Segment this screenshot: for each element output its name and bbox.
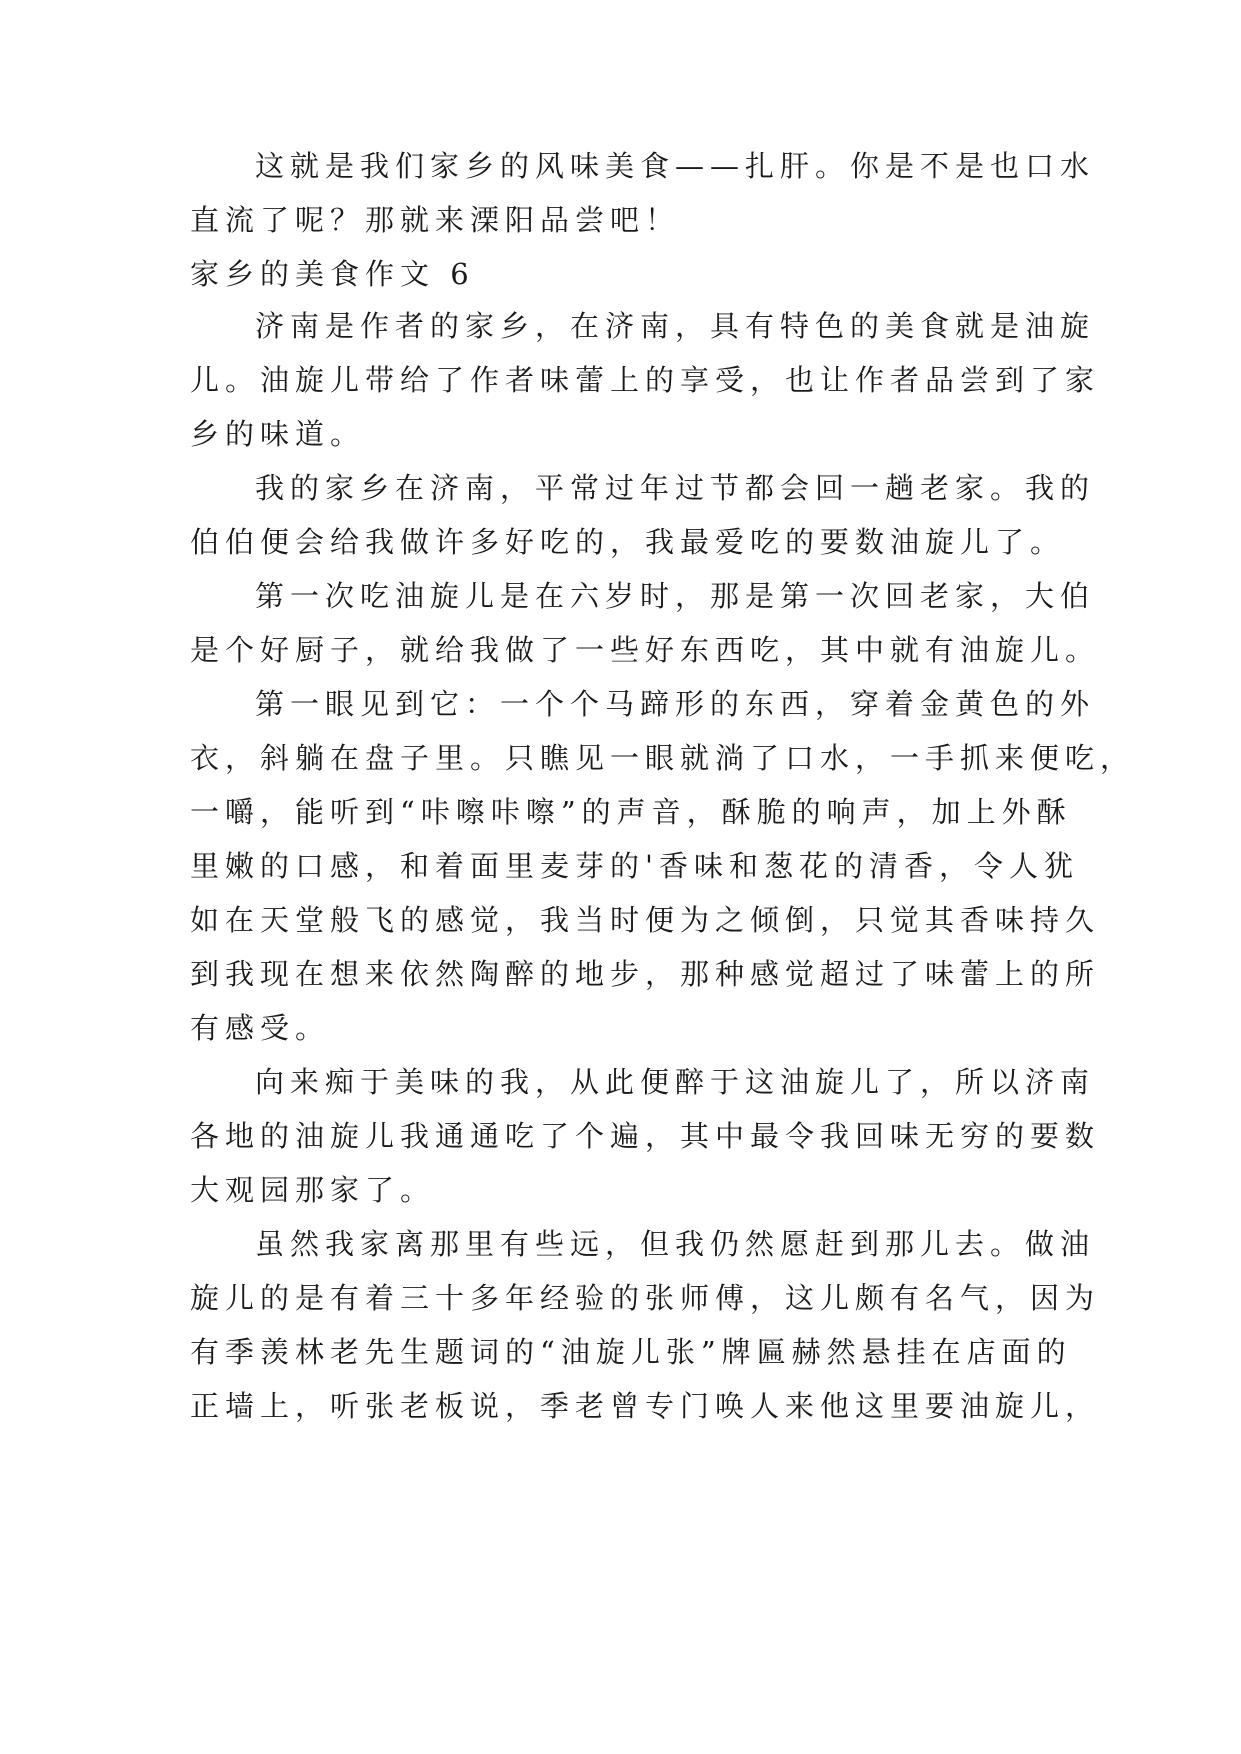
paragraph-6-line-1: 向来痴于美味的我，从此便醉于这油旋儿了，所以济南 [255,1065,1096,1099]
paragraph-7-line-2: 旋儿的是有着三十多年经验的张师傅，这儿颇有名气，因为 [190,1281,1101,1315]
paragraph-5-line-7: 有感受。 [190,1011,331,1045]
paragraph-1-line-1: 这就是我们家乡的风味美食——扎肝。你是不是也口水 [255,149,1096,183]
paragraph-7-line-3: 有季羡林老先生题词的“油旋儿张”牌匾赫然悬挂在店面的 [190,1335,1072,1369]
paragraph-1-line-2: 直流了呢？那就来溧阳品尝吧！ [190,203,681,237]
paragraph-6-line-2: 各地的油旋儿我通通吃了个遍，其中最令我回味无穷的要数 [190,1119,1101,1153]
paragraph-4-line-1: 第一次吃油旋儿是在六岁时，那是第一次回老家，大伯 [255,579,1096,613]
paragraph-5-line-5: 如在天堂般飞的感觉，我当时便为之倾倒，只觉其香味持久 [190,903,1101,937]
paragraph-5-line-2: 衣，斜躺在盘子里。只瞧见一眼就淌了口水，一手抓来便吃， [190,741,1136,775]
paragraph-6-line-3: 大观园那家了。 [190,1173,436,1207]
paragraph-5-line-3: 一嚼，能听到“咔嚓咔嚓”的声音，酥脆的响声，加上外酥 [190,795,1072,829]
paragraph-3-line-2: 伯伯便会给我做许多好吃的，我最爱吃的要数油旋儿了。 [190,525,1066,559]
paragraph-4-line-2: 是个好厨子，就给我做了一些好东西吃，其中就有油旋儿。 [190,633,1101,667]
paragraph-2-line-3: 乡的味道。 [190,417,366,451]
paragraph-7-line-4: 正墙上，听张老板说，季老曾专门唤人来他这里要油旋儿， [190,1389,1101,1423]
section-heading: 家乡的美食作文 6 [190,257,475,291]
paragraph-3-line-1: 我的家乡在济南，平常过年过节都会回一趟老家。我的 [255,471,1096,505]
paragraph-5-line-6: 到我现在想来依然陶醉的地步，那种感觉超过了味蕾上的所 [190,957,1101,991]
paragraph-5-line-1: 第一眼见到它：一个个马蹄形的东西，穿着金黄色的外 [255,687,1096,721]
paragraph-2-line-1: 济南是作者的家乡，在济南，具有特色的美食就是油旋 [255,309,1096,343]
paragraph-7-line-1: 虽然我家离那里有些远，但我仍然愿赶到那儿去。做油 [255,1227,1096,1261]
paragraph-2-line-2: 儿。油旋儿带给了作者味蕾上的享受，也让作者品尝到了家 [190,363,1101,397]
paragraph-5-line-4: 里嫩的口感，和着面里麦芽的'香味和葱花的清香，令人犹 [190,849,1079,883]
